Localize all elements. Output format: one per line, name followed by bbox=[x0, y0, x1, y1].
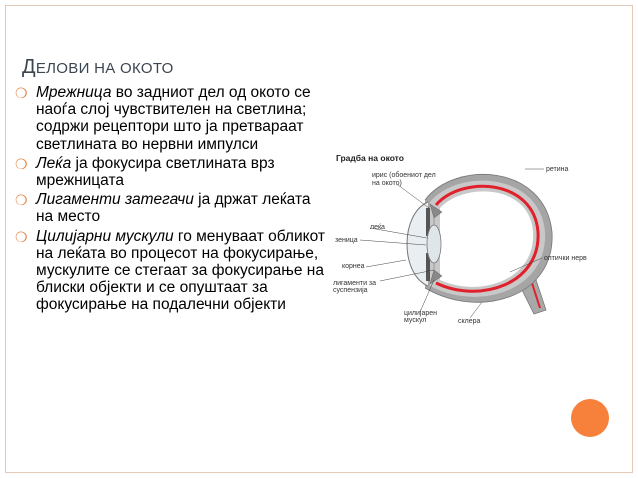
label-ciliary-2: мускул bbox=[404, 317, 427, 324]
bullet-text: ја држат леќата на место bbox=[36, 191, 311, 226]
bullet-term: Мрежница bbox=[36, 84, 112, 101]
bullet-text: го менуваат обликот на леќата во процесот на фокусирање, мускулите се стегаат за фокусирање на блиски објекти и се опуштаат за фокусирање на подалечни објекти bbox=[36, 227, 325, 314]
label-ligament-2: суспензија bbox=[333, 287, 368, 294]
bullet-marker-icon: ❍ bbox=[15, 228, 28, 245]
bullet-list bbox=[12, 84, 330, 316]
bullet-text: во задниот дел од окото се наоѓа слој чувствителен на светлина; содржи рецептори што ја претвараат светлината во нервни импулси bbox=[36, 84, 311, 153]
eye-diagram bbox=[330, 152, 630, 342]
slide-title-initial: Д bbox=[22, 56, 36, 78]
label-pupil: зеница bbox=[335, 237, 358, 244]
bullet-term: Леќа bbox=[36, 154, 72, 172]
label-optic-nerve: оптички нерв bbox=[544, 255, 587, 262]
label-sclera: склера bbox=[458, 318, 481, 325]
slide-title-rest: ЕЛОВИ НА ОКОТО bbox=[35, 60, 174, 77]
label-retina: ретина bbox=[546, 166, 569, 173]
label-iris-1: ирис (обоениот дел bbox=[372, 172, 436, 179]
bullet-term: Цилијарни мускули bbox=[36, 227, 174, 245]
bullet-term: Лигаменти затегачи bbox=[36, 191, 194, 209]
bullet-text: ја фокусира светлината врз мрежницата bbox=[36, 154, 275, 190]
bullet-marker-icon: ❍ bbox=[15, 155, 28, 172]
lens-shape bbox=[427, 225, 441, 263]
slide-title bbox=[22, 56, 174, 79]
label-iris-2: на окото) bbox=[372, 180, 402, 187]
figure-title: Градба на окото bbox=[336, 153, 404, 163]
label-ligament-1: лигаменти за bbox=[333, 280, 377, 287]
bullet-item bbox=[12, 84, 330, 153]
bullet-marker-icon: ❍ bbox=[15, 85, 28, 101]
label-ciliary-1: цилијарен bbox=[404, 310, 438, 317]
accent-circle bbox=[571, 399, 609, 437]
bullet-item bbox=[12, 155, 330, 189]
bullet-marker-icon: ❍ bbox=[15, 192, 28, 209]
label-cornea: корнеа bbox=[342, 263, 365, 270]
bullet-item bbox=[12, 228, 330, 314]
bullet-item bbox=[12, 191, 330, 225]
label-lens: леќа bbox=[370, 224, 385, 231]
